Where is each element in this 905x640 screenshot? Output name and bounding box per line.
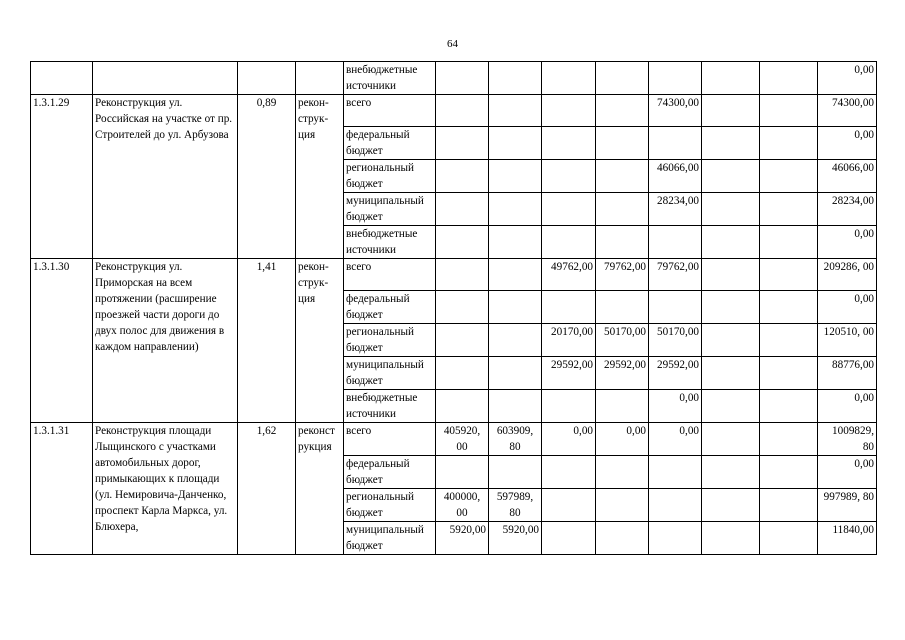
- total-cell: 74300,00: [818, 95, 877, 127]
- value-cell: [489, 160, 542, 193]
- value-cell: [596, 489, 649, 522]
- value-cell: [649, 291, 702, 324]
- item-length: 0,89: [238, 95, 296, 259]
- value-cell: [436, 160, 489, 193]
- value-cell: [760, 193, 818, 226]
- value-cell: [649, 522, 702, 555]
- value-cell: [596, 160, 649, 193]
- value-cell: [760, 259, 818, 291]
- value-cell: [760, 522, 818, 555]
- value-cell: 597989, 80: [489, 489, 542, 522]
- value-cell: [542, 390, 596, 423]
- table-row: [31, 259, 877, 291]
- source-cell: внебюджетные источники: [344, 62, 436, 95]
- table-row: [31, 423, 877, 456]
- value-cell: [760, 62, 818, 95]
- value-cell: [760, 160, 818, 193]
- table-row: [31, 62, 877, 95]
- total-cell: 46066,00: [818, 160, 877, 193]
- item-length: 1,41: [238, 259, 296, 423]
- item-name: Реконструкция площади Лыщинского с участками автомобильных дорог, примыкающих к площади (ул. Немировича-Данченко, проспект Карла Маркса, ул. Блюхера,: [93, 423, 238, 555]
- value-cell: [760, 291, 818, 324]
- value-cell: 0,00: [649, 423, 702, 456]
- value-cell: [489, 357, 542, 390]
- value-cell: [596, 390, 649, 423]
- item-code: 1.3.1.29: [31, 95, 93, 259]
- value-cell: 74300,00: [649, 95, 702, 127]
- funding-source: всего: [344, 423, 436, 456]
- value-cell: [760, 489, 818, 522]
- value-cell: 0,00: [542, 423, 596, 456]
- value-cell: 29592,00: [542, 357, 596, 390]
- value-cell: [489, 62, 542, 95]
- value-cell: [649, 456, 702, 489]
- value-cell: [760, 390, 818, 423]
- item-type: рекон-струк-ция: [296, 259, 344, 423]
- value-cell: [702, 62, 760, 95]
- item-length: 1,62: [238, 423, 296, 555]
- value-cell: [489, 456, 542, 489]
- value-cell: [436, 127, 489, 160]
- value-cell: 29592,00: [596, 357, 649, 390]
- value-cell: [702, 324, 760, 357]
- value-cell: [702, 226, 760, 259]
- item-name: Реконструкция ул. Российская на участке от пр. Строителей до ул. Арбузова: [93, 95, 238, 259]
- value-cell: [596, 226, 649, 259]
- value-cell: [542, 160, 596, 193]
- value-cell: [542, 62, 596, 95]
- value-cell: [649, 127, 702, 160]
- value-cell: [542, 522, 596, 555]
- value-cell: [542, 489, 596, 522]
- total-cell: 997989, 80: [818, 489, 877, 522]
- value-cell: [702, 127, 760, 160]
- value-cell: [649, 62, 702, 95]
- value-cell: 46066,00: [649, 160, 702, 193]
- value-cell: [542, 193, 596, 226]
- total-cell: 209286, 00: [818, 259, 877, 291]
- funding-source: федеральный бюджет: [344, 456, 436, 489]
- value-cell: [436, 456, 489, 489]
- value-cell: [702, 522, 760, 555]
- total-cell: 88776,00: [818, 357, 877, 390]
- value-cell: [649, 489, 702, 522]
- value-cell: [649, 226, 702, 259]
- total-cell: 0,00: [818, 456, 877, 489]
- funding-source: всего: [344, 95, 436, 127]
- value-cell: [489, 324, 542, 357]
- funding-source: муниципальный бюджет: [344, 357, 436, 390]
- funding-source: региональный бюджет: [344, 160, 436, 193]
- value-cell: [760, 357, 818, 390]
- name-cell: [93, 62, 238, 95]
- value-cell: 0,00: [649, 390, 702, 423]
- funding-source: региональный бюджет: [344, 324, 436, 357]
- value-cell: [542, 291, 596, 324]
- value-cell: 603909, 80: [489, 423, 542, 456]
- funding-source: федеральный бюджет: [344, 291, 436, 324]
- total-cell: 0,00: [818, 62, 877, 95]
- funding-source: всего: [344, 259, 436, 291]
- value-cell: [542, 127, 596, 160]
- value-cell: [489, 291, 542, 324]
- total-cell: 0,00: [818, 226, 877, 259]
- value-cell: 28234,00: [649, 193, 702, 226]
- value-cell: [702, 489, 760, 522]
- total-cell: 0,00: [818, 127, 877, 160]
- value-cell: [760, 456, 818, 489]
- value-cell: [702, 357, 760, 390]
- funding-source: внебюджетные источники: [344, 226, 436, 259]
- value-cell: 0,00: [596, 423, 649, 456]
- value-cell: [436, 357, 489, 390]
- value-cell: [489, 226, 542, 259]
- page-number: 64: [447, 38, 458, 50]
- funding-source: муниципальный бюджет: [344, 193, 436, 226]
- value-cell: [436, 324, 489, 357]
- value-cell: [760, 127, 818, 160]
- item-type: реконст рукция: [296, 423, 344, 555]
- value-cell: 405920, 00: [436, 423, 489, 456]
- value-cell: [436, 95, 489, 127]
- value-cell: [489, 259, 542, 291]
- funding-source: федеральный бюджет: [344, 127, 436, 160]
- value-cell: [702, 259, 760, 291]
- total-cell: 28234,00: [818, 193, 877, 226]
- value-cell: 20170,00: [542, 324, 596, 357]
- value-cell: [596, 193, 649, 226]
- value-cell: [702, 193, 760, 226]
- total-cell: 0,00: [818, 291, 877, 324]
- table-row: [31, 95, 877, 127]
- value-cell: [596, 522, 649, 555]
- value-cell: [542, 226, 596, 259]
- value-cell: [702, 456, 760, 489]
- value-cell: [436, 226, 489, 259]
- value-cell: [596, 95, 649, 127]
- value-cell: [596, 291, 649, 324]
- value-cell: [436, 259, 489, 291]
- value-cell: [436, 193, 489, 226]
- value-cell: 79762,00: [649, 259, 702, 291]
- value-cell: [702, 291, 760, 324]
- value-cell: [596, 127, 649, 160]
- value-cell: [542, 456, 596, 489]
- value-cell: [542, 95, 596, 127]
- value-cell: [489, 193, 542, 226]
- value-cell: [489, 95, 542, 127]
- value-cell: [702, 390, 760, 423]
- funding-source: муниципальный бюджет: [344, 522, 436, 555]
- value-cell: [596, 62, 649, 95]
- item-code: 1.3.1.31: [31, 423, 93, 555]
- item-name: Реконструкция ул. Приморская на всем протяжении (расширение проезжей части дороги до двух полос для движения в каждом направлении): [93, 259, 238, 423]
- total-cell: 1009829, 80: [818, 423, 877, 456]
- value-cell: [760, 95, 818, 127]
- item-code: 1.3.1.30: [31, 259, 93, 423]
- value-cell: [760, 226, 818, 259]
- code-cell: [31, 62, 93, 95]
- total-cell: 0,00: [818, 390, 877, 423]
- value-cell: [702, 95, 760, 127]
- value-cell: [596, 456, 649, 489]
- budget-table: [30, 61, 877, 555]
- funding-source: региональный бюджет: [344, 489, 436, 522]
- item-type: рекон-струк-ция: [296, 95, 344, 259]
- total-cell: 11840,00: [818, 522, 877, 555]
- value-cell: 50170,00: [596, 324, 649, 357]
- value-cell: [489, 390, 542, 423]
- value-cell: 5920,00: [436, 522, 489, 555]
- value-cell: [489, 127, 542, 160]
- value-cell: [436, 291, 489, 324]
- total-cell: 120510, 00: [818, 324, 877, 357]
- value-cell: [702, 160, 760, 193]
- value-cell: 49762,00: [542, 259, 596, 291]
- value-cell: 79762,00: [596, 259, 649, 291]
- value-cell: 5920,00: [489, 522, 542, 555]
- length-cell: [238, 62, 296, 95]
- value-cell: [436, 390, 489, 423]
- value-cell: [702, 423, 760, 456]
- value-cell: [436, 62, 489, 95]
- value-cell: 400000, 00: [436, 489, 489, 522]
- value-cell: [760, 423, 818, 456]
- type-cell: [296, 62, 344, 95]
- funding-source: внебюджетные источники: [344, 390, 436, 423]
- value-cell: 50170,00: [649, 324, 702, 357]
- value-cell: [760, 324, 818, 357]
- value-cell: 29592,00: [649, 357, 702, 390]
